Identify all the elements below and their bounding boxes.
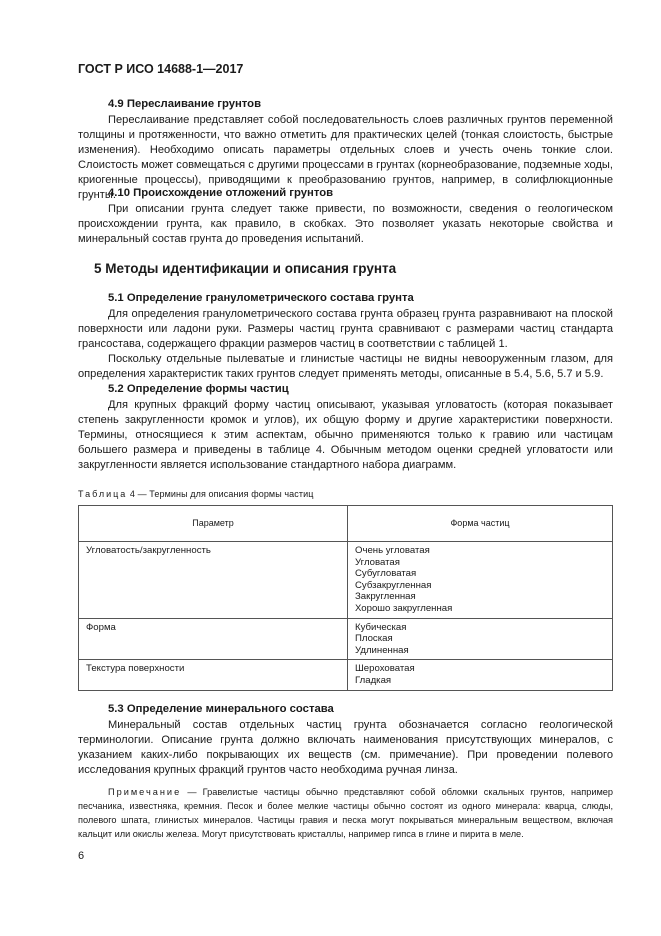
section-4-10-heading: 4.10 Происхождение отложений грунтов <box>108 187 334 199</box>
table-row <box>79 542 613 619</box>
table-cell-param: Форма <box>79 618 348 660</box>
table-header-parameter: Параметр <box>79 506 348 542</box>
section-4-10-paragraph: При описании грунта следует также привести, по возможности, сведения о геологическом происхождении грунта, как правило, в скобках. Это позволяет указать некоторые свойства и минеральный состав грунта до проведения испытаний. <box>78 203 613 245</box>
table-cell-value: Гладкая <box>355 674 392 686</box>
note-label: Примечание <box>108 787 182 797</box>
section-4-9-heading: 4.9 Переслаивание грунтов <box>108 98 262 110</box>
table-cell-value: Шероховатая <box>355 663 415 675</box>
page-number: 6 <box>78 850 85 862</box>
table-cell-value: Хорошо закругленная <box>355 602 453 614</box>
table-cell-param: Угловатость/закругленность <box>79 542 348 619</box>
section-5-heading: 5 Методы идентификации и описания грунта <box>94 261 397 276</box>
section-4-9-paragraph: Переслаивание представляет собой последовательность слоев различных грунтов переменной толщины и протяженности, что важно отметить для практических целей (тонкая слоистость, быстрые изменения). Необходимо описать параметры отдельных слоев и учесть очень тонкие слои. Слоистость может совмещаться с другими процессами в грунтах (корнеобразование, подземные ходы, криогенные процессы), приводящими к преобразованию грунтов, например, в солифлюкционные грунты. <box>78 114 613 201</box>
section-5-1-paragraph-2: Поскольку отдельные пылеватые и глинистые частицы не видны невооруженным глазом, для определения характеристик таких грунтов следует применять методы, описанные в 5.4, 5.6, 5.7 и 5.9. <box>78 353 613 380</box>
table-cell-values <box>348 618 613 660</box>
table-caption <box>78 489 314 499</box>
table-cell-value: Удлиненная <box>355 644 409 656</box>
table-cell-value: Кубическая <box>355 621 407 633</box>
table-cell-value: Очень угловатая <box>355 545 430 556</box>
table-cell-param: Текстура поверхности <box>79 660 348 690</box>
document-id: ГОСТ Р ИСО 14688-1—2017 <box>78 62 244 76</box>
note-text: — Гравелистые частицы обычно представляют собой обломки скальных грунтов, например песчаника, известняка, кремния. Песок и более мелкие частицы обычно состоят из одного минерала: кварца, слюды, полевого шпата, глинистых минералов. Частицы гравия и песка могут покрываться минеральным веществом, включая кальцит или окислы железа. Могут присутствовать кристаллы, например гипса в глине и пирита в меле. <box>78 787 613 839</box>
table-header-shape: Форма частиц <box>348 506 613 542</box>
section-5-3-heading: 5.3 Определение минерального состава <box>108 703 334 715</box>
table-cell-value: Закругленная <box>355 591 416 603</box>
table-caption-label: Таблица <box>78 489 128 499</box>
table-cell-value: Субзакругленная <box>355 579 432 591</box>
table-cell-values <box>348 660 613 690</box>
section-5-2-heading: 5.2 Определение формы частиц <box>108 383 289 395</box>
section-5-2-paragraph: Для крупных фракций форму частиц описывают, указывая угловатость (которая показывает степень закругленности кромок и углов), их общую форму и другие характеристики поверхности. Термины, относящиеся к этим аспектам, обычно применяются только к гравию или частицам большего размера и приведены в таблице 4. Обычным методом оценки средней угловатости или закругленности является использование стандартного набора диаграмм. <box>78 399 613 471</box>
particle-shape-table <box>78 505 613 691</box>
section-5-1-paragraph-1: Для определения гранулометрического состава грунта образец грунта разравнивают на плоской поверхности или ладони руки. Размеры частиц грунта сравнивают с размерами частиц стандарта грансостава, содержащего фракции размеров частиц в соответствии с таблицей 1. <box>78 308 613 350</box>
table-caption-text: 4 — Термины для описания формы частиц <box>127 489 314 499</box>
table-row <box>79 660 613 690</box>
section-5-3-paragraph: Минеральный состав отдельных частиц грунта обозначается согласно геологической терминологии. Описание грунта должно включать наименования присутствующих минералов, с указанием каких-либо покрывающих их веществ (см. примечание). При проведении полевого исследования крупных фракций грунтов часто необходима ручная линза. <box>78 719 613 776</box>
table-header-row <box>79 506 613 542</box>
section-5-1-heading: 5.1 Определение гранулометрического состава грунта <box>108 292 414 304</box>
table-cell-value: Плоская <box>355 633 393 645</box>
table-cell-value: Угловатая <box>355 556 400 568</box>
table-cell-value: Субугловатая <box>355 568 417 580</box>
table-row <box>79 618 613 660</box>
table-cell-values <box>348 542 613 619</box>
note-paragraph <box>78 785 613 841</box>
